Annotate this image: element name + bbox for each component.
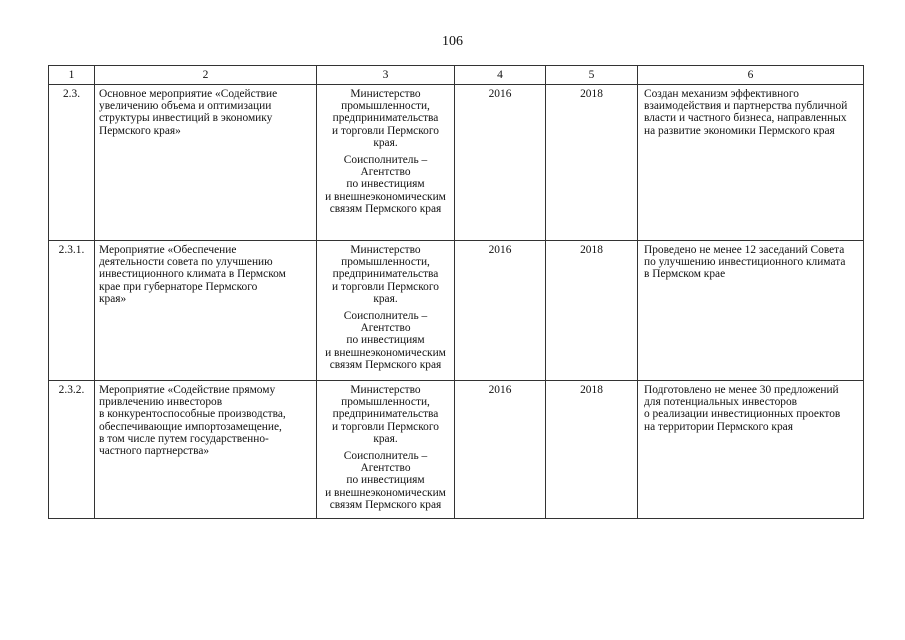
co-executor-line: связям Пермского края [329,202,442,215]
co-executor-line: связям Пермского края [329,358,442,371]
result-line: Создан механизм эффективного [644,88,799,100]
result-line: по улучшению инвестиционного климата [644,256,846,269]
page-number: 106 [442,34,463,49]
activity-name [95,85,317,241]
activity-name-line: инвестиционного климата в Пермском [99,268,286,281]
co-executor-line: и внешнеэкономическим [325,346,446,359]
co-executor-line: Агентство [360,462,411,475]
activity-name-line: обеспечивающие импортозамещение, [99,420,282,433]
start-year: 2016 [455,241,546,381]
activity-name [95,241,317,381]
table-row [49,85,864,241]
end-year: 2018 [546,85,638,241]
expected-result [638,381,864,519]
column-header-3: 3 [317,66,455,85]
activity-name-line: частного партнерства» [99,445,210,458]
result-line: на территории Пермского края [644,420,793,433]
responsible-line: края. [373,136,398,149]
column-header-4: 4 [455,66,546,85]
activity-name-line: деятельности совета по улучшению [99,256,273,269]
responsible-line: Министерство [350,384,421,396]
result-line: на развитие экономики Пермского края [644,124,835,137]
table-row [49,381,864,519]
start-year: 2016 [455,85,546,241]
activity-name-line: структуры инвестиций в экономику [99,112,273,125]
result-line: для потенциальных инвесторов [644,396,798,409]
row-number: 2.3.2. [49,381,95,519]
co-executor-line: Агентство [360,166,411,179]
responsible-line: Министерство [350,244,421,256]
responsible-line: промышленности, [341,256,430,269]
activity-name-line: края» [99,292,127,305]
result-line: Проведено не менее 12 заседаний Совета [644,244,845,256]
responsible-line: предпринимательства [332,268,439,281]
co-executor-line: Агентство [360,322,411,335]
co-executor-line: Соисполнитель – [343,450,428,463]
responsible-line: Министерство [350,88,421,100]
row-number: 2.3. [49,85,95,241]
activities-table [48,65,864,519]
responsible-line: и торговли Пермского [332,420,439,433]
responsible-line: предпринимательства [332,112,439,125]
end-year: 2018 [546,241,638,381]
result-line: взаимодействия и партнерства публичной [644,100,848,113]
responsible-executor [317,85,455,241]
row-number: 2.3.1. [49,241,95,381]
result-line: власти и частного бизнеса, направленных [644,112,847,125]
column-header-2: 2 [95,66,317,85]
responsible-executor [317,381,455,519]
end-year: 2018 [546,381,638,519]
responsible-line: предпринимательства [332,408,439,421]
activity-name-line: крае при губернаторе Пермского [99,280,258,293]
responsible-line: промышленности, [341,100,430,113]
responsible-line: края. [373,292,398,305]
co-executor-line: по инвестициям [346,334,425,347]
co-executor-line: и внешнеэкономическим [325,190,446,203]
activity-name-line: Мероприятие «Обеспечение [99,244,237,256]
co-executor-line: Соисполнитель – [343,154,428,167]
column-header-1: 1 [49,66,95,85]
activity-name-line: привлечению инвесторов [99,396,223,409]
activity-name-line: Пермского края» [99,124,181,137]
co-executor-line: Соисполнитель – [343,310,428,323]
co-executor-line: по инвестициям [346,474,425,487]
activity-name-line: увеличению объема и оптимизации [99,100,272,113]
co-executor-line: по инвестициям [346,178,425,191]
responsible-line: и торговли Пермского [332,280,439,293]
column-header-6: 6 [638,66,864,85]
activity-name-line: в том числе путем государственно- [99,432,269,445]
activity-name [95,381,317,519]
result-line: Подготовлено не менее 30 предложений [644,384,839,396]
co-executor-line: и внешнеэкономическим [325,486,446,499]
column-header-5: 5 [546,66,638,85]
activity-name-line: Мероприятие «Содействие прямому [99,384,276,396]
start-year: 2016 [455,381,546,519]
responsible-executor [317,241,455,381]
table-header-row [49,66,864,85]
responsible-line: края. [373,432,398,445]
table-row [49,241,864,381]
result-line: о реализации инвестиционных проектов [644,408,841,421]
expected-result [638,241,864,381]
responsible-line: и торговли Пермского [332,124,439,137]
expected-result [638,85,864,241]
result-line: в Пермском крае [644,268,726,281]
responsible-line: промышленности, [341,396,430,409]
activity-name-line: в конкурентоспособные производства, [99,408,286,421]
activity-name-line: Основное мероприятие «Содействие [99,88,278,100]
co-executor-line: связям Пермского края [329,498,442,511]
